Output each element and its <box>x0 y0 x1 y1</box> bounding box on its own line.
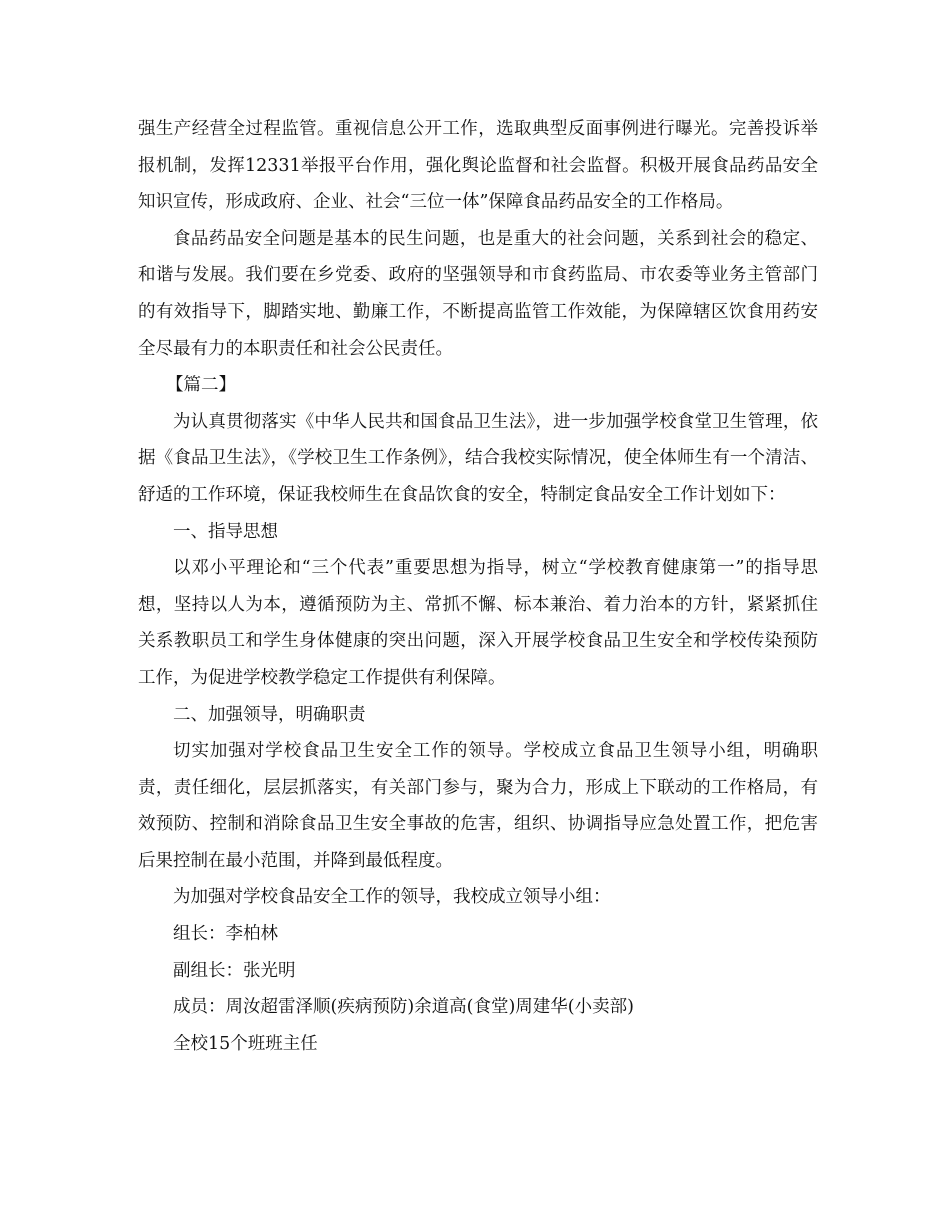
line-group-leader: 组长：李柏林 <box>173 924 278 945</box>
document-body <box>138 111 818 1062</box>
line-deputy-leader: 副组长：张光明 <box>173 960 296 981</box>
heading-strengthen-leadership: 二、加强领导，明确职责 <box>173 704 366 725</box>
paragraph-food-drug-safety-summary: 食品药品安全问题是基本的民生问题，也是重大的社会问题，关系到社会的稳定、和谐与发展。我们要在乡党委、政府的坚强领导和市食药监局、市农委等业务主管部门的有效指导下，脚踏实地、勤廉工作，不断提高监管工作效能，为保障辖区饮食用药安全尽最有力的本职责任和社会公民责任。 <box>138 228 818 359</box>
paragraph-plan-intro: 为认真贯彻落实《中华人民共和国食品卫生法》，进一步加强学校食堂卫生管理，依据《食品卫生法》，《学校卫生工作条例》，结合我校实际情况，使全体师生有一个清洁、舒适的工作环境，保证我校师生在食品饮食的安全，特制定食品安全工作计划如下： <box>138 411 818 505</box>
heading-guiding-ideology: 一、指导思想 <box>173 521 278 542</box>
line-class-teachers: 全校15个班班主任 <box>173 1033 318 1054</box>
paragraph-continued-supervision: 强生产经营全过程监管。重视信息公开工作，选取典型反面事例进行曝光。完善投诉举报机制，发挥12331举报平台作用，强化舆论监督和社会监督。积极开展食品药品安全知识宣传，形成政府、企业、社会“三位一体”保障食品药品安全的工作格局。 <box>138 119 818 213</box>
line-leadership-group-intro: 为加强对学校食品安全工作的领导，我校成立领导小组： <box>173 887 611 908</box>
paragraph-guiding-ideology: 以邓小平理论和“三个代表”重要思想为指导，树立“学校教育健康第一”的指导思想，坚持以人为本，遵循预防为主、常抓不懈、标本兼治、着力治本的方针，紧紧抓住关系教职员工和学生身体健康的突出问题，深入开展学校食品卫生安全和学校传染预防工作，为促进学校教学稳定工作提供有利保障。 <box>138 558 818 688</box>
line-members: 成员：周汝超雷泽顺(疾病预防)余道高(食堂)周建华(小卖部) <box>173 997 634 1018</box>
paragraph-leadership-duties: 切实加强对学校食品卫生安全工作的领导。学校成立食品卫生领导小组，明确职责，责任细化，层层抓落实，有关部门参与，聚为合力，形成上下联动的工作格局，有效预防、控制和消除食品卫生安全事故的危害，组织、协调指导应急处置工作，把危害后果控制在最小范围，并降到最低程度。 <box>138 741 818 871</box>
section-heading-part-two: 【篇二】 <box>166 375 236 396</box>
